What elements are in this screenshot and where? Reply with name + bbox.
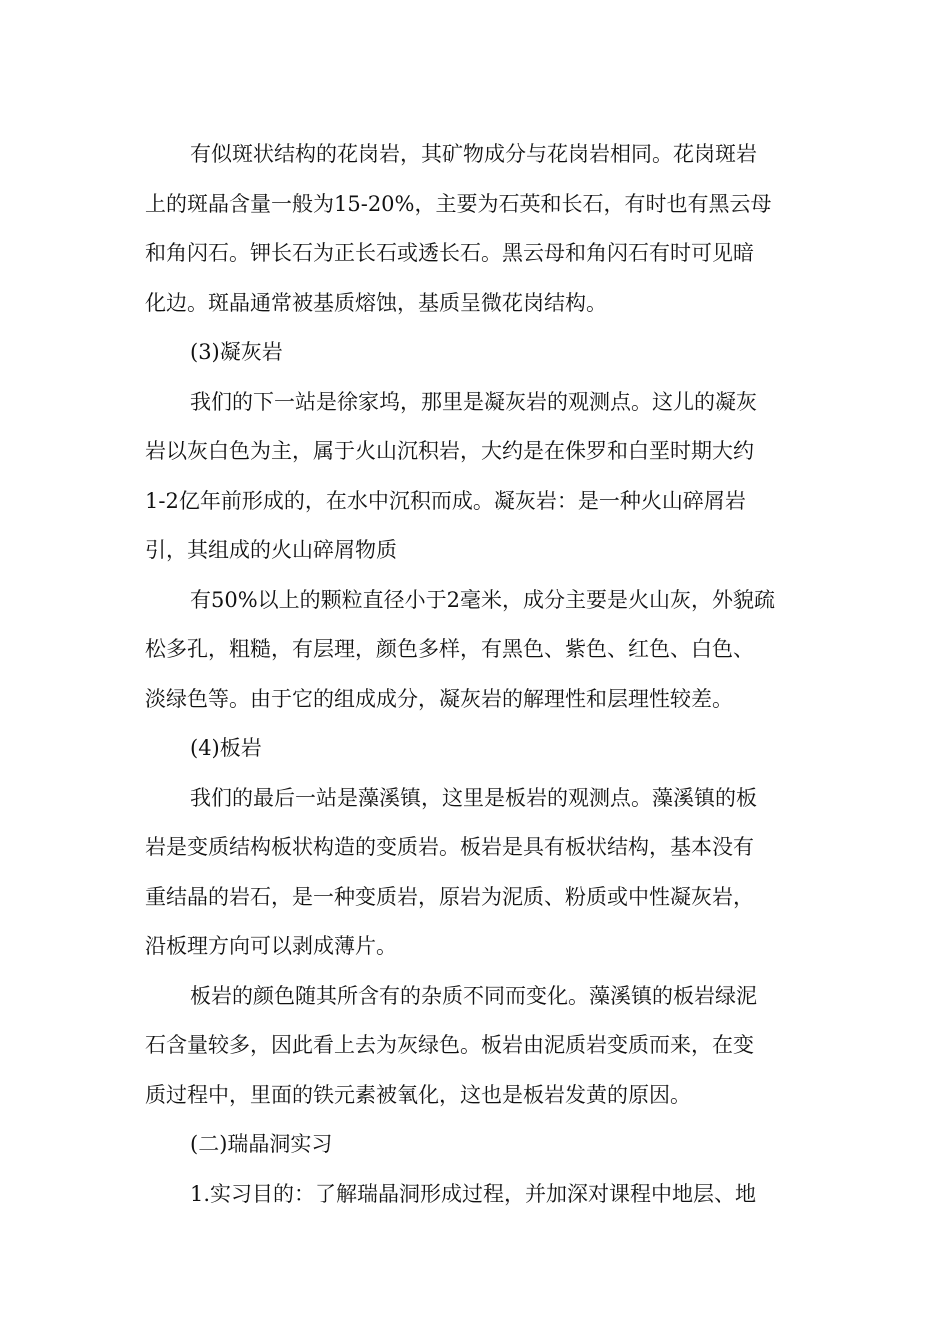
text-line: 1-2亿年前形成的，在水中沉积而成。凝灰岩：是一种火山碎屑岩 — [145, 488, 746, 513]
section-heading: (二)瑞晶洞实习 — [190, 1132, 333, 1156]
text-line: 1.实习目的：了解瑞晶洞形成过程，并加深对课程中地层、地 — [190, 1181, 757, 1206]
text-line: 质过程中，里面的铁元素被氧化，这也是板岩发黄的原因。 — [145, 1082, 691, 1107]
text-line: 岩以灰白色为主，属于火山沉积岩，大约是在侏罗和白垩时期大约 — [145, 439, 754, 463]
text-line: 有似斑状结构的花岗岩，其矿物成分与花岗岩相同。花岗斑岩 — [190, 142, 757, 166]
text-line: 我们的下一站是徐家坞，那里是凝灰岩的观测点。这儿的凝灰 — [190, 389, 757, 414]
text-line: 引，其组成的火山碎屑物质 — [145, 538, 397, 562]
section-heading: (4)板岩 — [190, 736, 262, 760]
document-body — [145, 130, 815, 1219]
section-heading: (3)凝灰岩 — [190, 340, 283, 364]
text-line: 板岩的颜色随其所含有的杂质不同而变化。藻溪镇的板岩绿泥 — [190, 983, 757, 1008]
text-line: 岩是变质结构板状构造的变质岩。板岩是具有板状结构，基本没有 — [145, 835, 754, 859]
text-line: 重结晶的岩石，是一种变质岩，原岩为泥质、粉质或中性凝灰岩， — [145, 884, 754, 909]
text-line: 化边。斑晶通常被基质熔蚀，基质呈微花岗结构。 — [145, 290, 607, 315]
text-line: 和角闪石。钾长石为正长石或透长石。黑云母和角闪石有时可见暗 — [145, 241, 754, 265]
text-line: 淡绿色等。由于它的组成成分，凝灰岩的解理性和层理性较差。 — [145, 686, 733, 711]
text-line: 石含量较多，因此看上去为灰绿色。板岩由泥质岩变质而来，在变 — [145, 1033, 754, 1057]
text-line: 有50%以上的颗粒直径小于2毫米，成分主要是火山灰，外貌疏 — [190, 587, 776, 612]
text-line: 松多孔，粗糙，有层理，颜色多样，有黑色、紫色、红色、白色、 — [145, 637, 754, 661]
text-line: 我们的最后一站是藻溪镇，这里是板岩的观测点。藻溪镇的板 — [190, 785, 757, 810]
text-line: 沿板理方向可以剥成薄片。 — [145, 934, 397, 958]
text-line: 上的斑晶含量一般为15-20%，主要为石英和长石，有时也有黑云母 — [145, 191, 772, 216]
